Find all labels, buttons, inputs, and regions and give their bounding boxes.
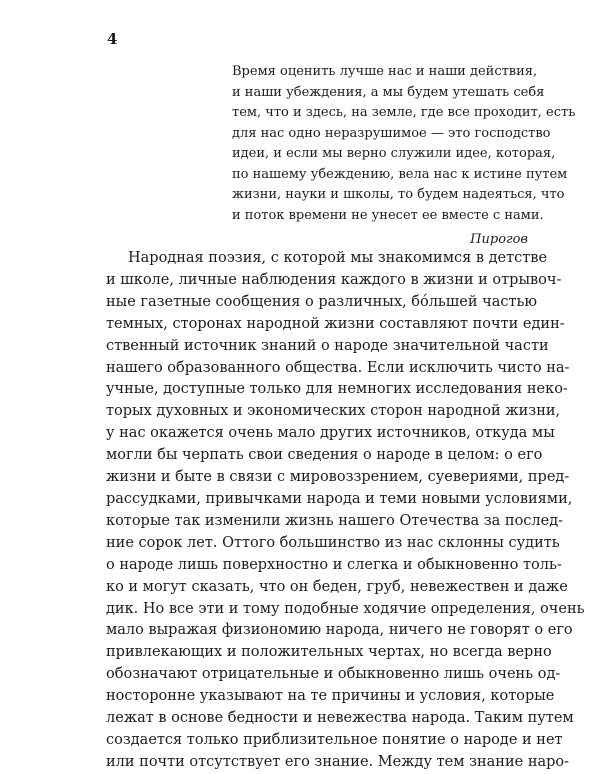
body-line: дик. Но все эти и тому подобные ходячие определения, очень — [106, 600, 585, 617]
epigraph-line: идеи, и если мы верно служили идее, которая, — [232, 146, 556, 161]
body-line: лежат в основе бедности и невежества народа. Таким путем — [106, 710, 574, 727]
body-text — [106, 248, 585, 774]
epigraph-line: и наши убеждения, а мы будем утешать себя — [232, 84, 545, 100]
body-line: создается только приблизительное понятие о народе и нет — [106, 731, 563, 748]
body-line: и школе, личные наблюдения каждого в жизни и отрывоч- — [106, 271, 562, 288]
epigraph-line: по нашему убеждению, вела нас к истине путем — [232, 166, 568, 182]
body-line: обозначают отрицательные и обыкновенно лишь очень од- — [106, 666, 561, 683]
body-line: Народная поэзия, с которой мы знакомимся в детстве — [128, 250, 548, 266]
body-line: учные, доступные только для немногих исследования неко- — [106, 381, 568, 398]
body-line: ственный источник знаний о народе значительной части — [106, 337, 549, 354]
body-line: носторонне указывают на те причины и условия, которые — [106, 688, 555, 705]
body-line: о народе лишь поверхностно и слегка и обыкновенно толь- — [106, 556, 562, 573]
epigraph-line: и поток времени не унесет ее вместе с нами. — [232, 207, 544, 223]
body-line: которые так изменили жизнь нашего Отечества за послед- — [106, 512, 564, 529]
epigraph-author: Пирогов — [470, 232, 528, 247]
body-line: у нас окажется очень мало других источников, откуда мы — [106, 425, 555, 442]
body-line: могли бы черпать свои сведения о народе в целом: о его — [106, 447, 543, 464]
epigraph-line: тем, что и здесь, на земле, где все проходит, есть — [232, 105, 576, 120]
epigraph-line: Время оценить лучше нас и наши действия, — [232, 64, 538, 79]
body-line: рассудками, привычками народа и теми новыми условиями, — [106, 490, 573, 507]
body-line: нашего образованного общества. Если исключить чисто на- — [106, 359, 570, 376]
body-line: ные газетные сообщения о различных, бóльшей частью — [106, 293, 538, 310]
body-line: ние сорок лет. Оттого большинство из нас склонны судить — [106, 534, 560, 551]
epigraph — [232, 62, 576, 250]
body-line: ко и могут сказать, что он беден, груб, невежествен и даже — [106, 578, 568, 595]
body-line: мало выражая физиономию народа, ничего не говорят о его — [106, 622, 573, 639]
body-line: торых духовных и экономических сторон народной жизни, — [106, 403, 561, 420]
body-line: темных, сторонах народной жизни составляют почти един- — [106, 315, 565, 332]
body-line: или почти отсутствует его знание. Между тем знание наро- — [106, 753, 570, 770]
body-line: привлекающих и положительных чертах, но всегда верно — [106, 644, 552, 661]
epigraph-line: жизни, науки и школы, то будем надеяться, что — [232, 187, 565, 202]
body-line: жизни и быте в связи с мировоззрением, суевериями, пред- — [106, 469, 570, 486]
epigraph-line: для нас одно неразрушимое — это господство — [232, 125, 551, 141]
page-number: 4 — [107, 30, 118, 48]
